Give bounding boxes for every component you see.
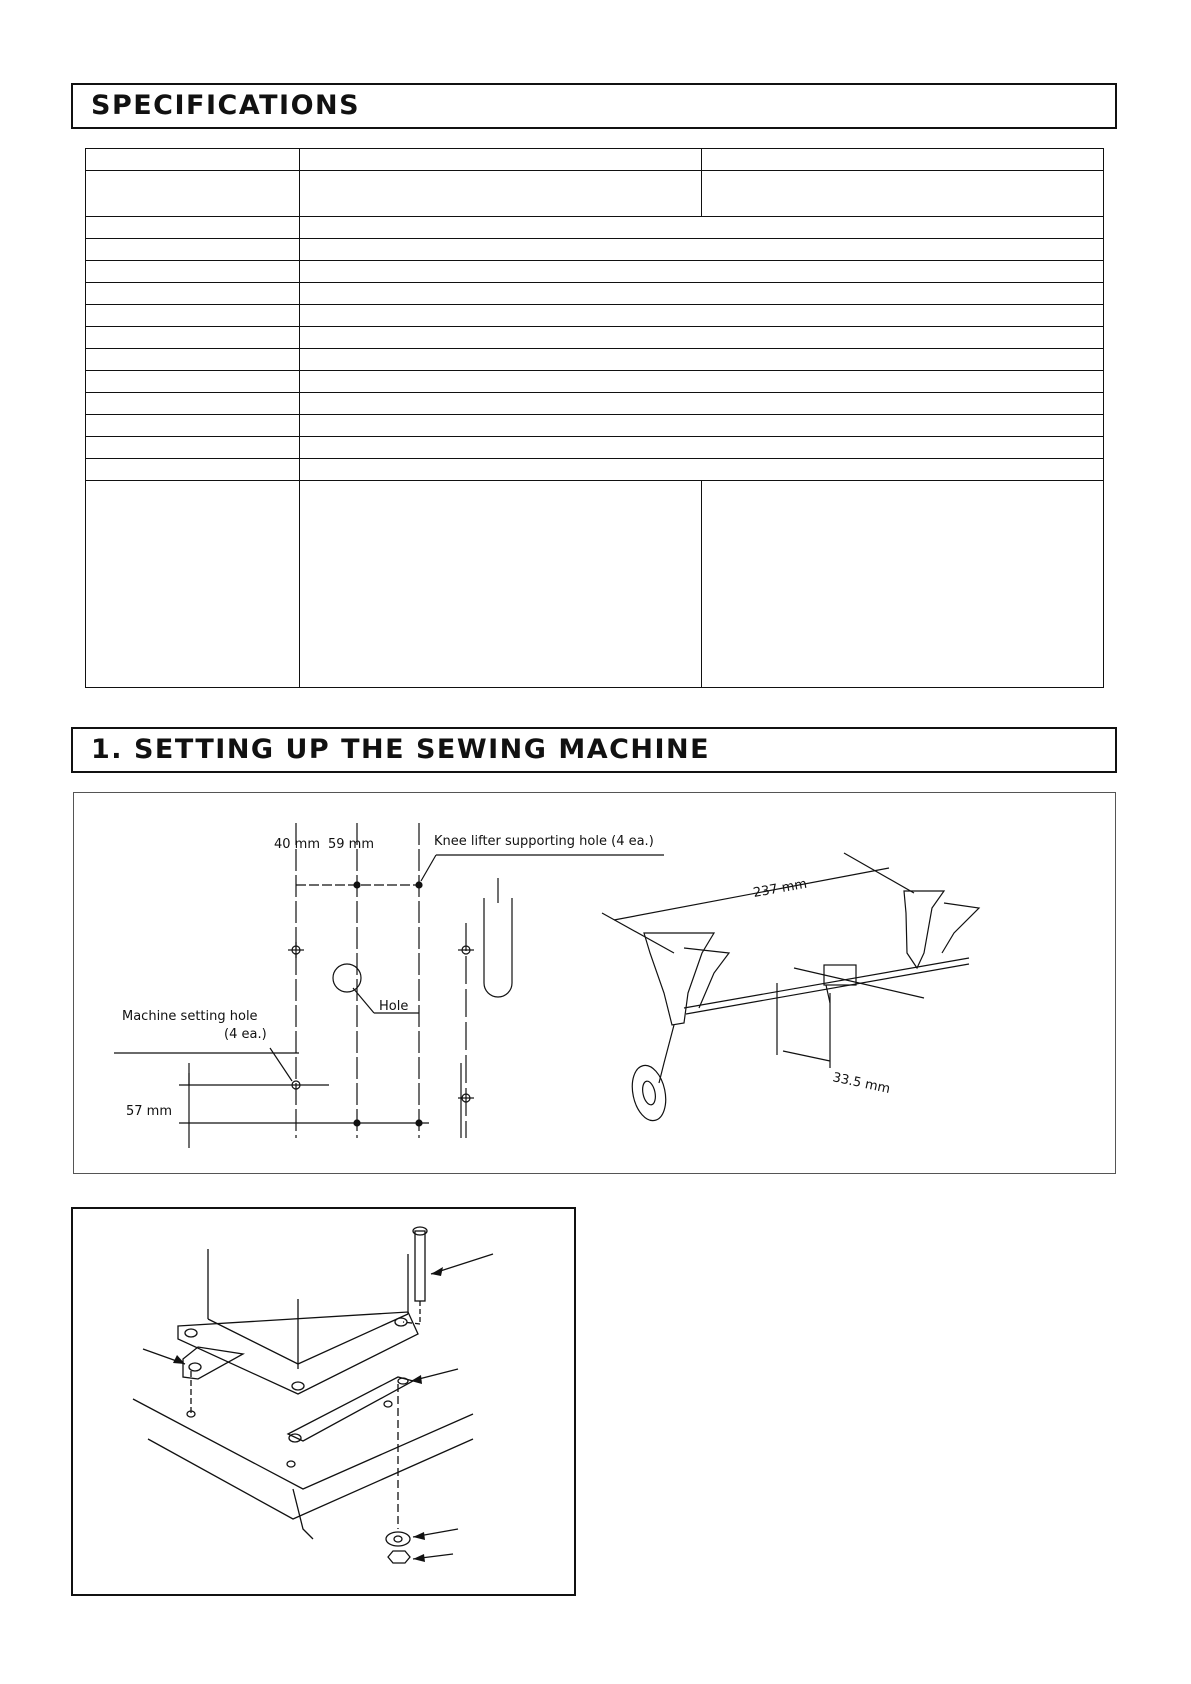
table-row — [86, 327, 1104, 349]
table-row — [86, 261, 1104, 283]
table-cell — [86, 239, 300, 261]
table-row — [86, 149, 1104, 171]
table-cell — [300, 305, 1104, 327]
dim-237mm-label: 237 mm — [752, 876, 809, 901]
table-cell — [300, 149, 702, 171]
table-cell — [86, 149, 300, 171]
table-layout-figure — [73, 792, 1116, 1174]
table-cell — [86, 393, 300, 415]
table-cell — [300, 415, 1104, 437]
table-cell — [86, 261, 300, 283]
table-row — [86, 437, 1104, 459]
table-cell — [86, 371, 300, 393]
table-row — [86, 349, 1104, 371]
table-cell — [702, 171, 1104, 217]
setting-up-header — [71, 727, 1117, 773]
table-row — [86, 415, 1104, 437]
table-layout-diagram — [74, 793, 1117, 1175]
dim-57mm-label: 57 mm — [126, 1104, 173, 1119]
mounting-figure — [71, 1207, 576, 1596]
table-cell — [86, 217, 300, 239]
table-cell — [86, 349, 300, 371]
setting-up-title: 1. SETTING UP THE SEWING MACHINE — [91, 734, 711, 765]
table-cell — [300, 217, 1104, 239]
table-cell — [300, 437, 1104, 459]
table-cell — [702, 481, 1104, 688]
table-cell — [300, 261, 1104, 283]
table-cell — [300, 393, 1104, 415]
table-row — [86, 481, 1104, 688]
table-cell — [86, 415, 300, 437]
table-cell — [86, 171, 300, 217]
dim-59mm-label: 59 mm — [328, 837, 375, 852]
table-cell — [300, 481, 702, 688]
table-cell — [300, 283, 1104, 305]
table-cell — [86, 305, 300, 327]
specifications-header — [71, 83, 1117, 129]
machine-setting-hole-label: Machine setting hole — [122, 1009, 258, 1024]
table-row — [86, 459, 1104, 481]
table-cell — [86, 437, 300, 459]
table-cell — [86, 481, 300, 688]
table-row — [86, 239, 1104, 261]
table-cell — [702, 149, 1104, 171]
mounting-diagram — [73, 1209, 578, 1598]
knee-lifter-hole-label: Knee lifter supporting hole (4 ea.) — [434, 834, 654, 849]
table-row — [86, 283, 1104, 305]
table-cell — [300, 327, 1104, 349]
table-cell — [86, 327, 300, 349]
specifications-title: SPECIFICATIONS — [91, 90, 361, 121]
table-cell — [300, 239, 1104, 261]
dim-33-5mm-label: 33.5 mm — [831, 1070, 892, 1098]
table-cell — [300, 171, 702, 217]
table-row — [86, 171, 1104, 217]
table-cell — [86, 459, 300, 481]
hole-label: Hole — [379, 999, 409, 1014]
dim-40mm-label: 40 mm — [274, 837, 321, 852]
table-cell — [300, 459, 1104, 481]
table-cell — [86, 283, 300, 305]
table-cell — [300, 349, 1104, 371]
table-row — [86, 371, 1104, 393]
specifications-table — [85, 148, 1104, 688]
table-row — [86, 393, 1104, 415]
table-row — [86, 217, 1104, 239]
table-cell — [300, 371, 1104, 393]
machine-setting-hole-count: (4 ea.) — [224, 1027, 267, 1042]
table-row — [86, 305, 1104, 327]
